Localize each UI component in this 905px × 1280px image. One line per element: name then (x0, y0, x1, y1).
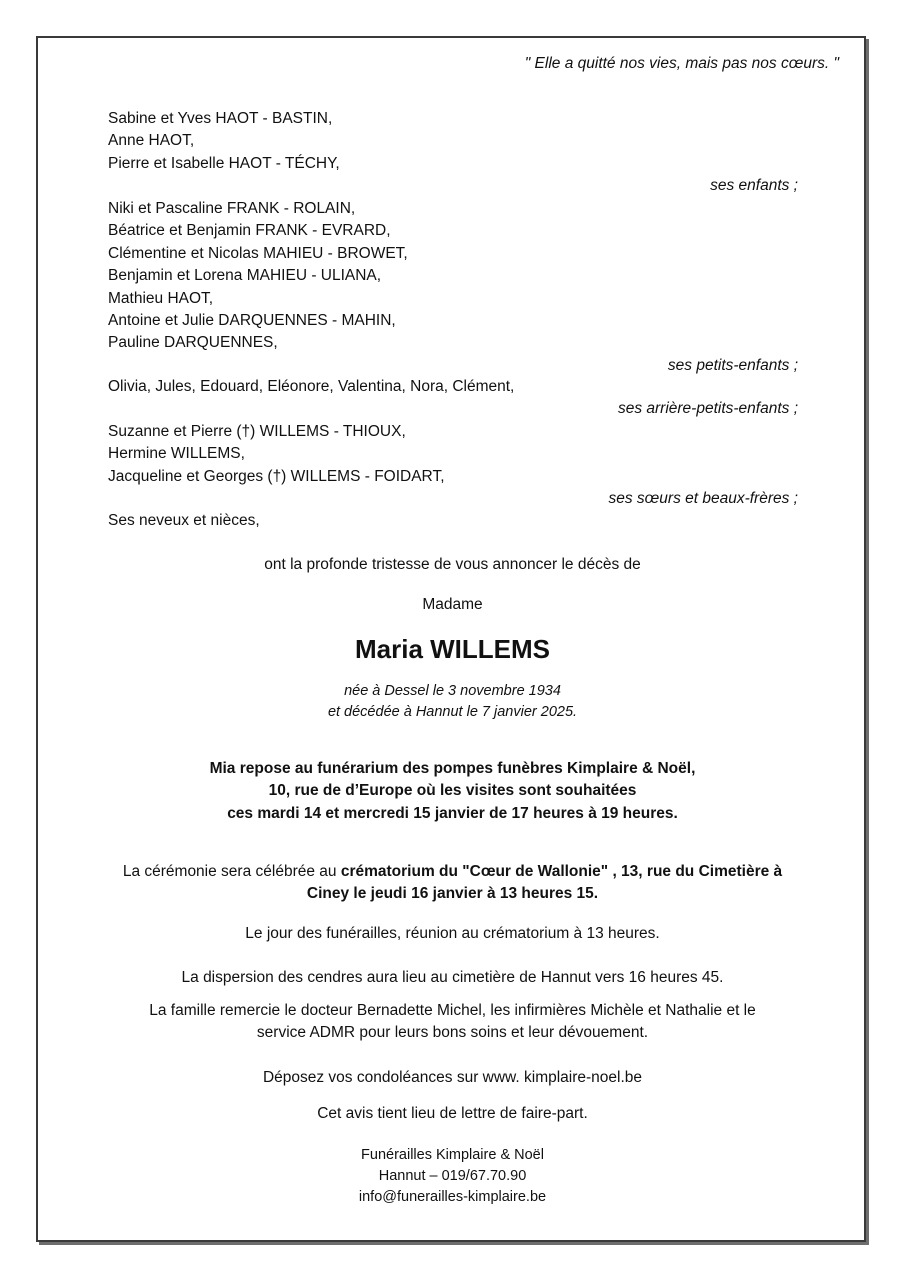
family-name: Pauline DARQUENNES, (108, 334, 278, 352)
epigraph-quote: " Elle a quitté nos vies, mais pas nos cœurs. " (524, 55, 839, 72)
repose-line: ces mardi 14 et mercredi 15 janvier de 17 heures à 19 heures. (227, 804, 678, 822)
family-name: Anne HAOT, (108, 132, 195, 150)
nephews-text: Ses neveux et nièces, (108, 512, 260, 529)
nephews-line (108, 510, 798, 532)
family-role: ses enfants ; (710, 177, 798, 195)
family-name: Pierre et Isabelle HAOT - TÉCHY, (108, 154, 340, 172)
repose-line: 10, rue de d’Europe où les visites sont souhaitées (268, 782, 637, 800)
family-role: ses petits-enfants ; (667, 356, 798, 374)
birth-line: née à Dessel le 3 novembre 1934 (344, 683, 561, 699)
thanks-line: service ADMR pour leurs bons soins et leur dévouement. (256, 1024, 649, 1042)
family-group-siblings (108, 421, 798, 511)
family-name: Niki et Pascaline FRANK - ROLAIN, (108, 200, 356, 217)
repose-info (90, 758, 815, 825)
family-group-great-grandchildren (108, 376, 798, 421)
ceremony-info (90, 861, 815, 906)
death-line: et décédée à Hannut le 7 janvier 2025. (327, 704, 578, 720)
family-name: Jacqueline et Georges (†) WILLEMS - FOIDART, (108, 467, 445, 485)
meeting-info: Le jour des funérailles, réunion au crématorium à 13 heures. (245, 925, 660, 942)
family-name: Olivia, Jules, Edouard, Eléonore, Valentina, Nora, Clément, (108, 378, 515, 395)
ceremony-date: Ciney le jeudi 16 janvier à 13 heures 15. (306, 885, 599, 903)
family-name: Hermine WILLEMS, (108, 445, 245, 463)
funeral-home-email: info@funerailles-kimplaire.be (358, 1189, 547, 1205)
family-name: Clémentine et Nicolas MAHIEU - BROWET, (108, 244, 408, 262)
notice-text: Cet avis tient lieu de lettre de faire-part. (317, 1105, 588, 1122)
condolences-link-text: Déposez vos condoléances sur www. kimplaire-noel.be (262, 1069, 643, 1086)
family-name: Benjamin et Lorena MAHIEU - ULIANA, (108, 267, 382, 285)
ashes-info: La dispersion des cendres aura lieu au cimetière de Hannut vers 16 heures 45. (181, 969, 724, 986)
honorific: Madame (422, 596, 483, 613)
family-name: Suzanne et Pierre (†) WILLEMS - THIOUX, (108, 423, 406, 440)
announcement: ont la profonde tristesse de vous annoncer le décès de (264, 556, 641, 573)
family-group-children (108, 108, 798, 198)
thanks-line: La famille remercie le docteur Bernadette Michel, les infirmières Michèle et Nathalie et le (149, 1002, 756, 1019)
funeral-home-phone: Hannut – 019/67.70.90 (378, 1168, 527, 1184)
family-group-grandchildren (108, 198, 798, 377)
family-name: Sabine et Yves HAOT - BASTIN, (108, 110, 333, 127)
ceremony-prefix: La cérémonie sera célébrée au (122, 863, 341, 880)
family-role: ses arrière-petits-enfants ; (617, 400, 798, 418)
family-name: Béatrice et Benjamin FRANK - EVRARD, (108, 222, 391, 240)
deceased-name: Maria WILLEMS (354, 634, 550, 664)
family-name: Mathieu HAOT, (108, 289, 214, 307)
family-name: Antoine et Julie DARQUENNES - MAHIN, (108, 312, 396, 330)
funeral-home-name: Funérailles Kimplaire & Noël (361, 1147, 544, 1163)
funeral-home-contact (90, 1145, 815, 1208)
repose-line: Mia repose au funérarium des pompes funèbres Kimplaire & Noël, (209, 760, 696, 777)
thanks-text (90, 1000, 815, 1045)
life-dates (90, 681, 815, 723)
family-role: ses sœurs et beaux-frères ; (608, 490, 798, 508)
ceremony-location: crématorium du "Cœur de Wallonie" , 13, rue du Cimetière à (340, 863, 783, 880)
